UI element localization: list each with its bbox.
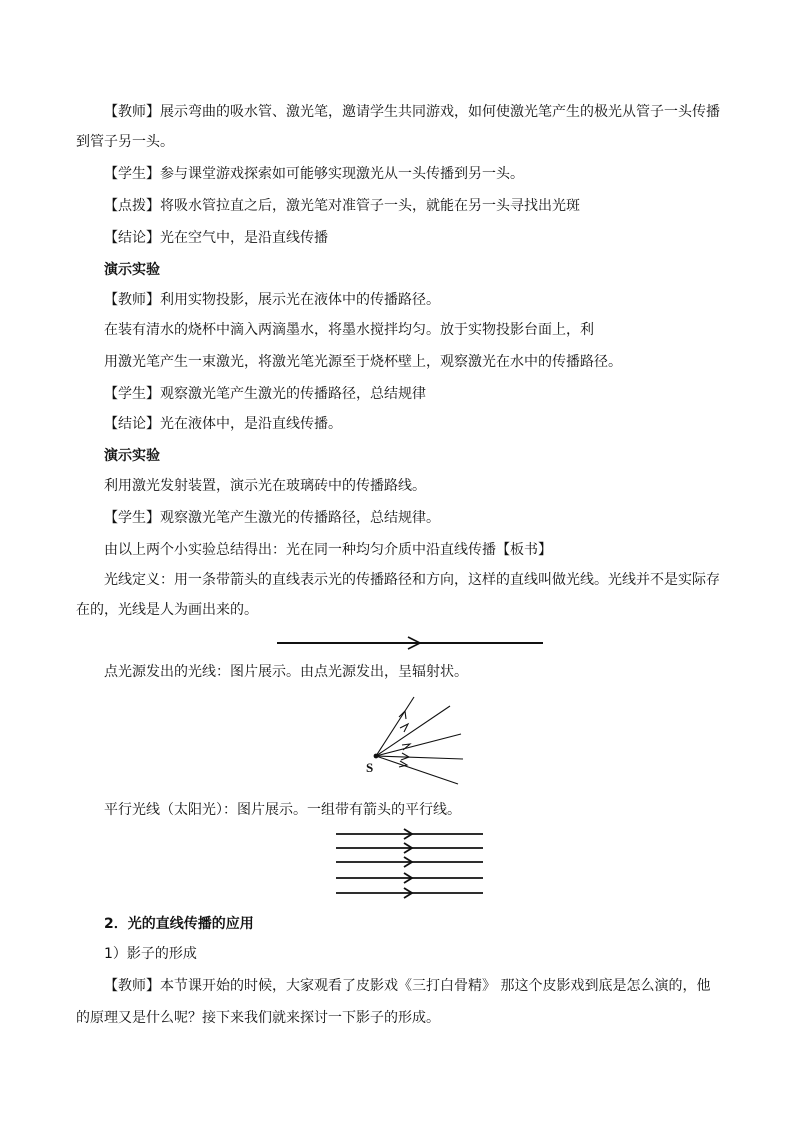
paragraph-point-source: 点光源发出的光线：图片展示。由点光源发出，呈辐射状。 (104, 664, 468, 680)
paragraph-ray-definition-cont: 在的，光线是人为画出来的。 (76, 602, 258, 618)
paragraph-glass-brick: 利用激光发射装置，演示光在玻璃砖中的传播路线。 (104, 478, 426, 494)
paragraph-teacher-projection: 【教师】利用实物投影，展示光在液体中的传播路径。 (104, 292, 440, 308)
paragraph-teacher-shadow-play-cont: 的原理又是什么呢？接下来我们就来探讨一下影子的形成。 (76, 1010, 440, 1026)
paragraph-teacher-intro: 【教师】展示弯曲的吸水管、激光笔，邀请学生共同游戏，如何使激光笔产生的极光从管子一头传播 (104, 104, 720, 120)
paragraph-ray-definition: 光线定义：用一条带箭头的直线表示光的传播路径和方向，这样的直线叫做光线。光线并不是实际存 (104, 572, 720, 588)
heading-demo-experiment-1: 演示实验 (104, 262, 160, 278)
ray-arrowhead-icon (408, 637, 420, 649)
paragraph-parallel-rays: 平行光线（太阳光）：图片展示。一组带有箭头的平行线。 (104, 802, 461, 818)
paragraph-beaker-cont: 用激光笔产生一束激光，将激光笔光源至于烧杯壁上，观察激光在水中的传播路径。 (104, 354, 622, 370)
section-heading-applications: 2．光的直线传播的应用 (104, 916, 254, 932)
point-source-dot (374, 754, 379, 759)
paragraph-conclusion-liquid: 【结论】光在液体中，是沿直线传播。 (104, 416, 342, 432)
paragraph-student-observe-1: 【学生】观察激光笔产生激光的传播路径，总结规律 (104, 386, 426, 402)
paragraph-student-game: 【学生】参与课堂游戏探索如可能够实现激光从一头传播到另一头。 (104, 166, 524, 182)
point-source-label: S (366, 760, 374, 775)
paragraph-teacher-shadow-play: 【教师】本节课开始的时候，大家观看了皮影戏《三打白骨精》 那这个皮影戏到底是怎么演的，他 (104, 978, 711, 994)
paragraph-conclusion-air: 【结论】光在空气中，是沿直线传播 (104, 230, 328, 246)
subheading-shadow-formation: 1）影子的形成 (104, 946, 197, 962)
paragraph-teacher-intro-cont: 到管子另一头。 (76, 134, 174, 150)
heading-demo-experiment-2: 演示实验 (104, 448, 160, 464)
paragraph-student-observe-2: 【学生】观察激光笔产生激光的传播路径，总结规律。 (104, 510, 440, 526)
paragraph-beaker: 在装有清水的烧杯中滴入两滴墨水，将墨水搅拌均匀。放于实物投影台面上，利 (104, 322, 594, 338)
paragraph-hint: 【点拨】将吸水管拉直之后，激光笔对准管子一头，就能在另一头寻找出光斑 (104, 198, 580, 214)
paragraph-summary: 由以上两个小实验总结得出：光在同一种均匀介质中沿直线传播【板书】 (104, 542, 552, 558)
